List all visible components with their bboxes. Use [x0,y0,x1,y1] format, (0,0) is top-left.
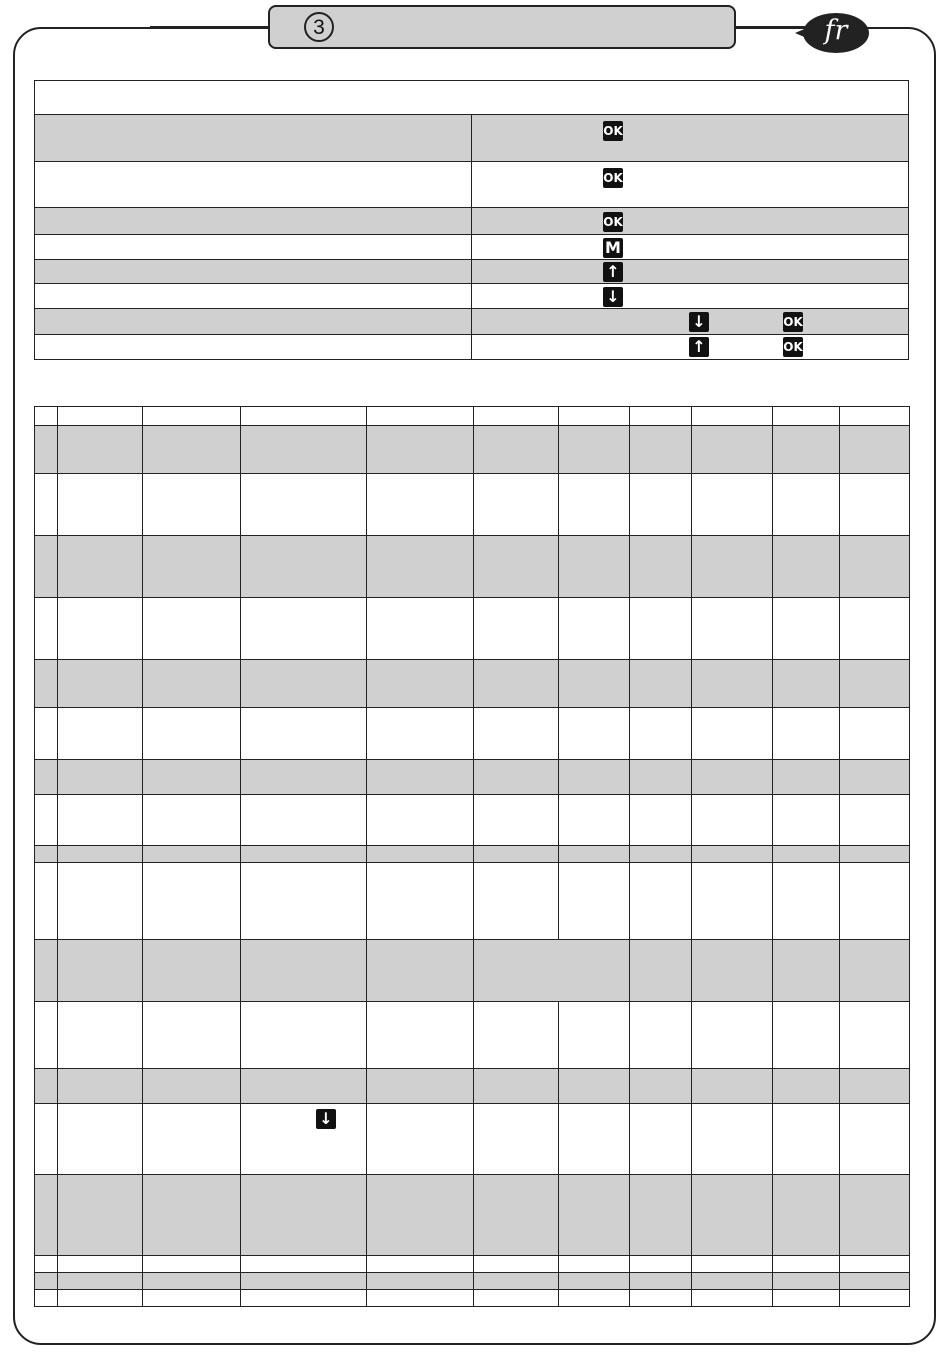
main-table [34,406,910,1307]
table-cell [58,598,143,660]
arrow-up-key-icon: ↑ [689,337,709,357]
table-cell [241,760,367,795]
table-cell [35,1069,58,1104]
table-cell [559,863,630,940]
table-cell [474,708,559,760]
table-cell [692,1273,773,1290]
table-cell [58,940,143,1002]
table-cell [474,795,559,846]
table-cell [58,1069,143,1104]
table-cell [559,760,630,795]
table-row [35,1104,910,1175]
table-cell [367,1273,474,1290]
table-row [35,1069,910,1104]
table-cell [840,426,910,474]
main-table-header-row [35,407,910,426]
table-cell [143,1002,241,1069]
table-cell [143,1256,241,1273]
table-cell [773,474,840,536]
table-cell [630,863,692,940]
table-cell [773,660,840,708]
table-cell [559,708,630,760]
table-cell [630,426,692,474]
table-cell [840,708,910,760]
table-cell [58,660,143,708]
table-cell [692,536,773,598]
table-cell [35,863,58,940]
table-cell [367,1256,474,1273]
table-cell [35,426,58,474]
keys-table-key-cell [472,208,909,235]
table-row [35,536,910,598]
table-cell [241,536,367,598]
header-cell [773,407,840,426]
table-cell [630,1002,692,1069]
table-cell [367,536,474,598]
table-cell [143,863,241,940]
header-cell [367,407,474,426]
table-cell [58,708,143,760]
keys-table-key-cell [472,162,909,208]
keys-table-key-cell [472,335,909,360]
table-cell [692,863,773,940]
table-cell [367,426,474,474]
table-cell [367,863,474,940]
table-cell [630,708,692,760]
table-cell [143,1104,241,1175]
table-cell [35,598,58,660]
table-cell [840,863,910,940]
table-cell [559,1002,630,1069]
table-cell [143,940,241,1002]
table-cell [241,863,367,940]
table-cell [58,863,143,940]
table-cell [773,1290,840,1307]
table-cell [773,795,840,846]
table-cell [35,708,58,760]
table-cell [692,795,773,846]
table-cell [773,760,840,795]
table-cell [241,426,367,474]
table-cell [840,1069,910,1104]
keys-table [34,80,909,360]
table-cell [58,426,143,474]
table-cell [692,760,773,795]
table-cell [58,795,143,846]
table-cell [241,1256,367,1273]
header-cell [143,407,241,426]
table-cell [367,1069,474,1104]
table-cell [143,474,241,536]
table-cell [241,1069,367,1104]
keys-table-label-cell [35,208,472,235]
keys-table-label-cell [35,260,472,284]
table-row [35,474,910,536]
table-cell [367,1002,474,1069]
table-cell [367,760,474,795]
table-cell [241,1175,367,1256]
table-cell [559,536,630,598]
keys-table-key-cell [472,260,909,284]
table-cell [559,598,630,660]
table-cell [367,1104,474,1175]
table-cell [773,1273,840,1290]
table-cell [559,795,630,846]
table-cell [143,598,241,660]
table-cell [474,660,559,708]
table-cell [773,426,840,474]
header-cell [692,407,773,426]
table-cell [58,1290,143,1307]
table-cell [143,760,241,795]
section-number: 3 [304,12,334,42]
table-cell [773,1104,840,1175]
table-cell [474,474,559,536]
table-cell [773,1175,840,1256]
table-cell [840,598,910,660]
table-cell [474,1290,559,1307]
table-cell [241,660,367,708]
header-cell [35,407,58,426]
table-row [35,1175,910,1256]
table-cell [773,846,840,863]
table-cell [35,1273,58,1290]
table-cell [840,846,910,863]
table-cell [58,1002,143,1069]
arrow-down-key-icon: ↓ [603,287,623,307]
table-cell [773,1069,840,1104]
table-cell [35,474,58,536]
table-cell [367,598,474,660]
keys-table-label-cell [35,284,472,309]
table-row [35,760,910,795]
table-cell [692,1256,773,1273]
table-cell [630,795,692,846]
table-cell [143,1273,241,1290]
table-cell [773,536,840,598]
table-cell [474,760,559,795]
table-cell [58,1273,143,1290]
table-cell [630,760,692,795]
keys-table-row [35,162,909,208]
table-cell [143,708,241,760]
header-cell [474,407,559,426]
table-cell [773,598,840,660]
table-cell [58,1104,143,1175]
ok-key-icon: OK [783,312,803,332]
table-cell [474,863,559,940]
table-cell [474,1104,559,1175]
table-cell [840,940,910,1002]
table-row [35,708,910,760]
table-cell [35,1002,58,1069]
table-cell [241,940,367,1002]
table-cell [692,708,773,760]
table-cell [773,708,840,760]
table-cell [474,426,559,474]
keys-table-row [35,235,909,260]
keys-table-header-row [35,81,909,115]
table-cell [630,1069,692,1104]
table-cell [35,940,58,1002]
table-cell-merged [474,940,630,1002]
table-cell [367,1290,474,1307]
table-cell [692,1104,773,1175]
table-cell [630,1273,692,1290]
table-row [35,940,910,1002]
table-cell [840,1002,910,1069]
table-cell [143,1290,241,1307]
table-cell [840,795,910,846]
keys-table-label-cell [35,309,472,335]
table-cell [840,760,910,795]
table-row [35,863,910,940]
table-cell [630,846,692,863]
table-row [35,1256,910,1273]
table-cell [35,536,58,598]
table-cell [143,1175,241,1256]
arrow-down-key-icon: ↓ [316,1109,336,1129]
table-cell [692,1290,773,1307]
table-cell [367,795,474,846]
table-cell [35,1290,58,1307]
table-cell [692,660,773,708]
table-cell [241,474,367,536]
table-cell [143,426,241,474]
table-cell [241,598,367,660]
table-cell [630,536,692,598]
table-cell [559,1290,630,1307]
table-cell [692,426,773,474]
table-cell [773,940,840,1002]
table-cell [773,1256,840,1273]
header-cell [630,407,692,426]
header-leader-line-left [150,26,270,28]
ok-key-icon: OK [783,337,803,357]
keys-table-key-cell [472,115,909,162]
table-cell [692,598,773,660]
table-row [35,795,910,846]
table-cell [58,1256,143,1273]
table-cell [58,1175,143,1256]
table-cell [58,474,143,536]
table-cell [630,1175,692,1256]
table-row [35,660,910,708]
table-cell [840,660,910,708]
table-cell [692,474,773,536]
table-cell [241,846,367,863]
table-cell [367,846,474,863]
arrow-up-key-icon: ↑ [603,262,623,282]
keys-table-label-cell [35,162,472,208]
table-cell [840,1104,910,1175]
table-cell [241,1002,367,1069]
table-cell [559,426,630,474]
table-cell [143,846,241,863]
table-cell [559,1069,630,1104]
table-cell [474,1002,559,1069]
arrow-down-key-icon: ↓ [689,312,709,332]
ok-key-icon: OK [603,168,623,188]
table-row [35,1273,910,1290]
table-cell [143,660,241,708]
keys-table-header [35,81,909,115]
table-cell [840,1273,910,1290]
table-cell [35,760,58,795]
table-cell [241,708,367,760]
header-cell [58,407,143,426]
table-cell [367,940,474,1002]
table-cell [559,660,630,708]
table-cell [559,1273,630,1290]
table-cell [474,1256,559,1273]
table-cell [367,708,474,760]
table-cell [474,536,559,598]
table-cell [692,1069,773,1104]
table-cell [367,474,474,536]
table-cell [143,536,241,598]
table-row [35,598,910,660]
table-cell [630,660,692,708]
table-cell [840,474,910,536]
table-cell [35,1104,58,1175]
table-cell [474,598,559,660]
ok-key-icon: OK [603,121,623,141]
table-cell [692,1175,773,1256]
table-cell [559,1256,630,1273]
table-row [35,426,910,474]
section-tab [268,5,736,49]
table-cell [35,1175,58,1256]
table-cell [58,760,143,795]
table-cell [692,846,773,863]
table-cell [58,846,143,863]
keys-table-row [35,284,909,309]
table-cell [474,1175,559,1256]
keys-table-row [35,309,909,335]
table-cell [35,1256,58,1273]
keys-table-row [35,208,909,235]
m-key-icon: M [603,238,623,258]
table-row [35,846,910,863]
table-cell [840,1175,910,1256]
ok-key-icon: OK [603,212,623,232]
table-cell [630,1104,692,1175]
keys-table-label-cell [35,235,472,260]
table-cell [35,660,58,708]
table-cell [630,598,692,660]
keys-table-key-cell [472,235,909,260]
table-cell [630,1290,692,1307]
table-row [35,1002,910,1069]
keys-table-row [35,115,909,162]
table-cell [559,846,630,863]
table-cell [35,795,58,846]
table-cell [241,1290,367,1307]
table-cell [559,1104,630,1175]
table-cell [559,1175,630,1256]
table-cell [143,795,241,846]
header-cell [241,407,367,426]
table-cell [840,1290,910,1307]
table-row [35,1290,910,1307]
keys-table-row [35,335,909,360]
keys-table-key-cell [472,284,909,309]
keys-table-row [35,260,909,284]
table-cell [474,846,559,863]
table-cell [58,536,143,598]
table-cell [35,846,58,863]
keys-table-label-cell [35,335,472,360]
table-cell [630,474,692,536]
table-cell [692,1002,773,1069]
language-badge: fr [803,13,869,53]
table-cell [630,1256,692,1273]
table-cell [241,795,367,846]
keys-table-label-cell [35,115,472,162]
table-cell [630,940,692,1002]
header-cell [559,407,630,426]
table-cell [241,1104,367,1175]
table-cell [143,1069,241,1104]
table-cell [840,1256,910,1273]
table-cell [559,474,630,536]
table-cell [474,1069,559,1104]
keys-table-key-cell [472,309,909,335]
table-cell [773,863,840,940]
header-cell [840,407,910,426]
table-cell [474,1273,559,1290]
table-cell [692,940,773,1002]
table-cell [367,660,474,708]
table-cell [773,1002,840,1069]
table-cell [367,1175,474,1256]
table-cell [840,536,910,598]
table-cell [241,1273,367,1290]
